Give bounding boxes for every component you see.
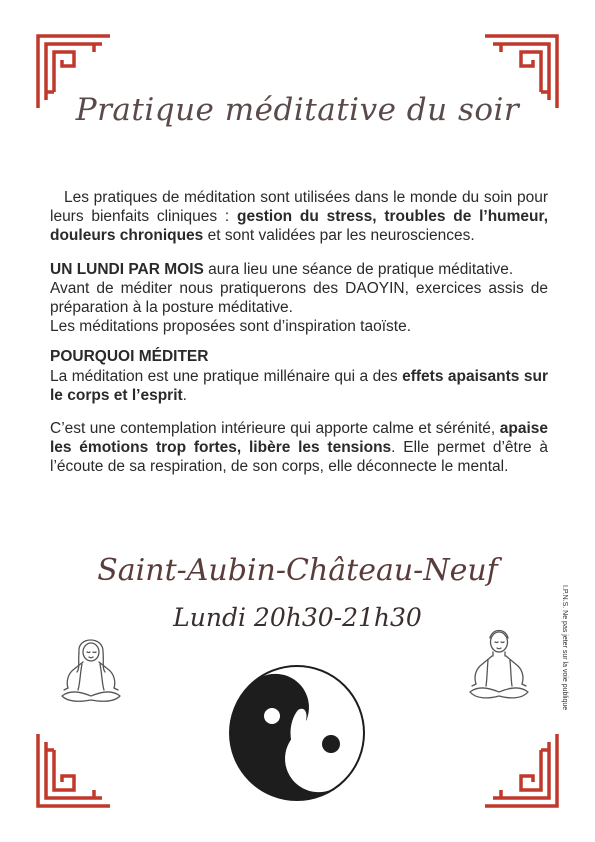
why-text: La méditation est une pratique millénaire qui a des: [50, 367, 403, 385]
page-title: Pratique méditative du soir: [75, 92, 520, 128]
why-bold: effets apaisants sur le corps et l’esprit: [50, 367, 548, 404]
contemplation-text: C’est une contemplation intérieure qui apporte calme et sérénité,: [50, 420, 500, 438]
session-time: Lundi 20h30-21h30: [173, 603, 422, 632]
intro-text-end: et sont validées par les neurosciences.: [203, 227, 475, 245]
intro-bold: gestion du stress, troubles de l’humeur, douleurs chroniques: [50, 208, 549, 245]
body-text: [50, 188, 548, 477]
monthly-label: UN LUNDI PAR MOIS: [50, 260, 204, 278]
intro-text: Les pratiques de méditation sont utilisées dans le monde du soin pour leurs bienfaits cliniques :: [50, 189, 548, 226]
contemplation-bold: apaise les émotions trop fortes, libère les tensions: [50, 420, 548, 457]
daoyin-text: Avant de méditer nous pratiquerons des DAOYIN, exercices assis de préparation à la posture méditative.: [50, 279, 548, 317]
why-text-end: .: [182, 386, 187, 404]
schedule-text: aura lieu une séance de pratique méditative.: [203, 260, 514, 278]
yin-yang-meditation-logo: [228, 664, 366, 802]
taoist-text: Les méditations proposées sont d’inspiration taoïste.: [50, 318, 412, 336]
schedule-paragraph: [50, 260, 548, 279]
location-title: Saint-Aubin-Château-Neuf: [97, 553, 498, 588]
intro-paragraph: [50, 188, 548, 246]
contemplation-paragraph: [50, 419, 548, 477]
contemplation-text-end: . Elle permet d’être à l’écoute de sa respiration, de son corps, elle déconnecte le mental.: [50, 439, 548, 476]
meditating-man-illustration: [466, 624, 532, 704]
corner-ornament-bottom-right: [481, 730, 561, 810]
meditating-woman-illustration: [58, 630, 124, 706]
why-heading-label: POURQUOI MÉDITER: [50, 348, 209, 366]
side-note: I.P.N.S. Ne pas jeter sur la voie publique: [561, 585, 568, 711]
why-paragraph: [50, 367, 548, 405]
why-heading: [50, 347, 548, 366]
corner-ornament-bottom-left: [34, 730, 114, 810]
